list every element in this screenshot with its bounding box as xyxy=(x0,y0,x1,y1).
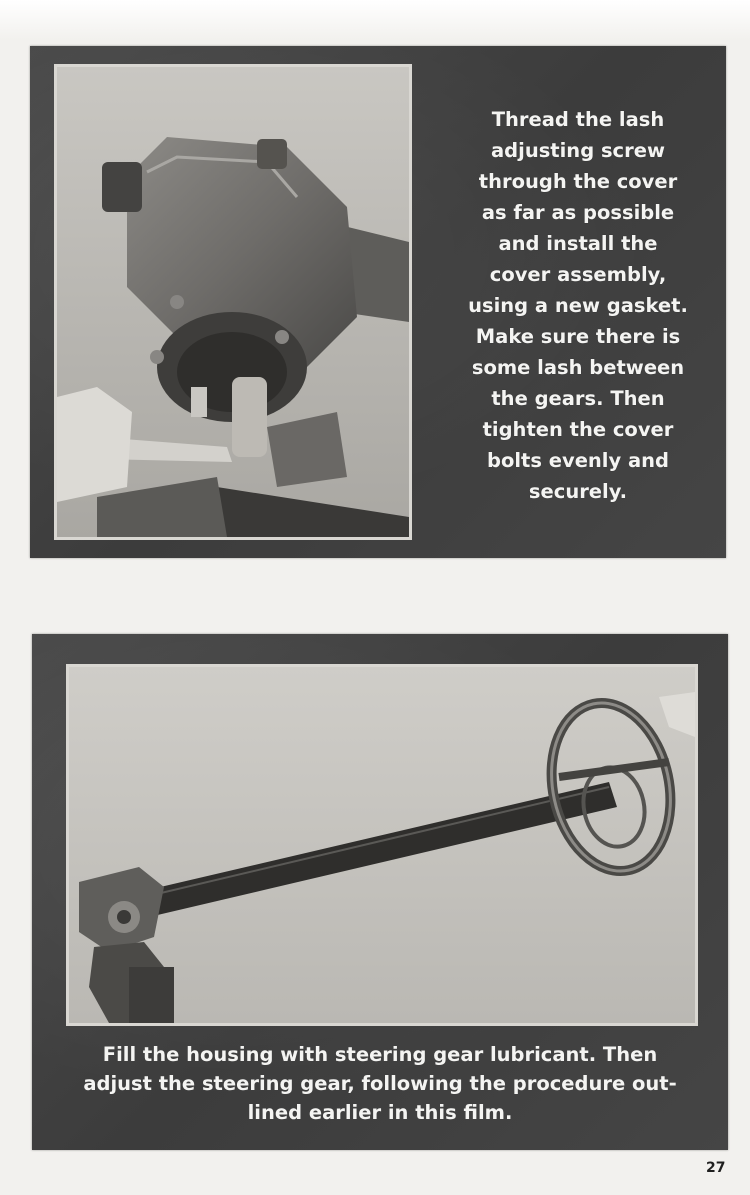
caption-line: lined earlier in this film. xyxy=(247,1101,513,1124)
caption-line: Fill the housing with steering gear lubricant. Then xyxy=(102,1043,658,1066)
caption-line: bolts evenly and xyxy=(487,449,669,472)
caption-line: adjusting screw xyxy=(491,139,665,162)
caption-line: tighten the cover xyxy=(482,418,674,441)
page-top-edge xyxy=(0,0,750,40)
caption-line: some lash between xyxy=(471,356,685,379)
caption-line: and install the xyxy=(498,232,658,255)
steering-gear-cover-illustration xyxy=(57,67,409,537)
caption-line: securely. xyxy=(528,480,628,503)
page-number: 27 xyxy=(706,1160,726,1176)
caption-line: adjust the steering gear, following the procedure out- xyxy=(83,1072,677,1095)
cover-installation-caption xyxy=(440,104,716,507)
top-instruction-panel xyxy=(30,46,726,558)
bottom-instruction-panel xyxy=(32,634,728,1150)
caption-line: Make sure there is xyxy=(475,325,681,348)
caption-line: through the cover xyxy=(478,170,678,193)
steering-column-photo xyxy=(66,664,698,1026)
caption-line: the gears. Then xyxy=(491,387,665,410)
lubricant-instruction-caption xyxy=(32,1040,728,1127)
steering-gear-cover-photo xyxy=(54,64,412,540)
caption-line: as far as possible xyxy=(481,201,675,224)
caption-line: using a new gasket. xyxy=(468,294,688,317)
caption-line: cover assembly, xyxy=(489,263,667,286)
steering-column-illustration xyxy=(69,667,695,1023)
caption-line: Thread the lash xyxy=(491,108,665,131)
